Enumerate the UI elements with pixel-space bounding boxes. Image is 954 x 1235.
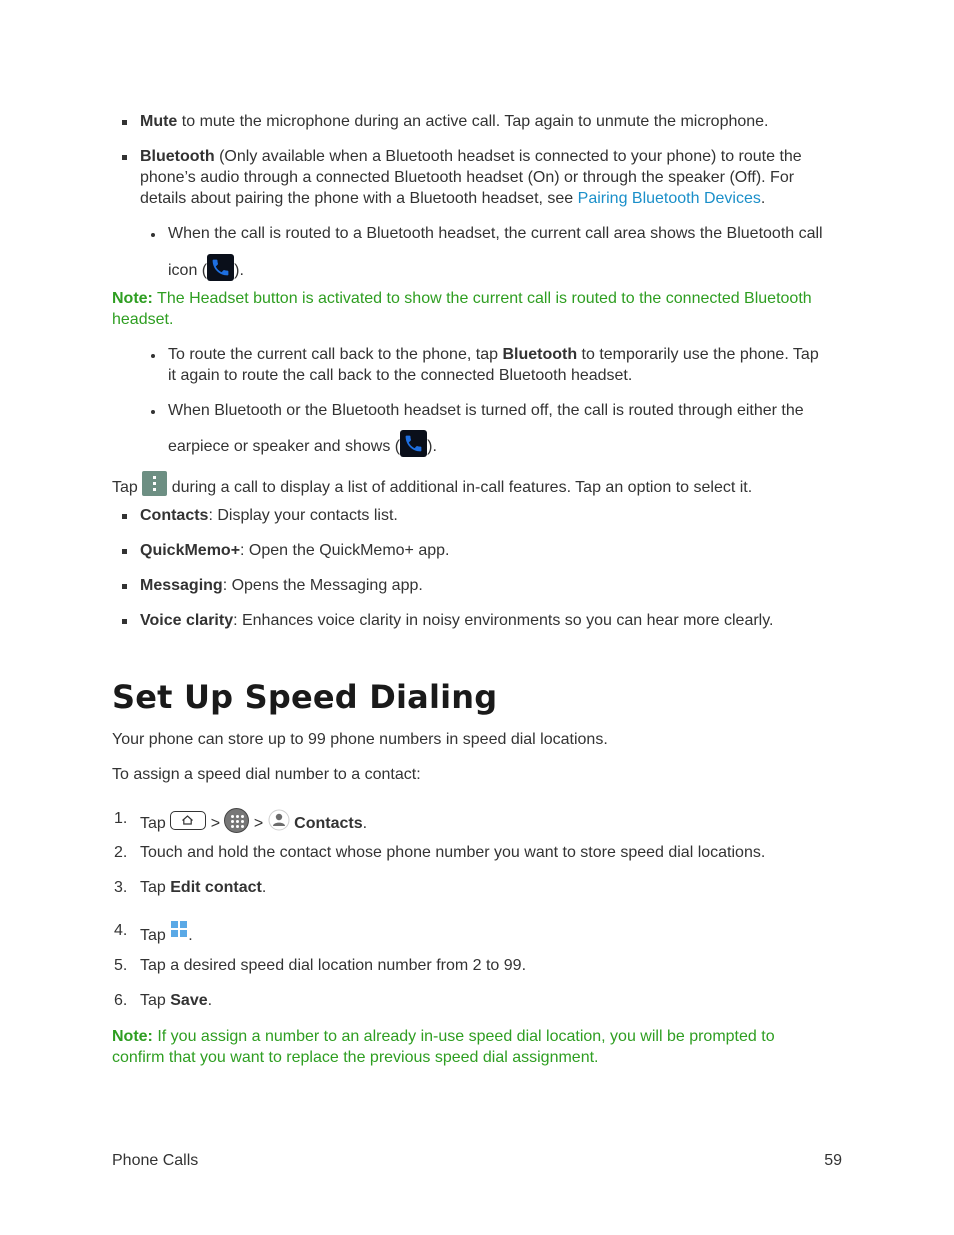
bluetooth-call-icon bbox=[207, 254, 234, 281]
contacts-app-icon bbox=[268, 809, 290, 831]
term-contacts: Contacts bbox=[294, 815, 363, 832]
step-number: 2. bbox=[114, 844, 128, 861]
bluetooth-off-line2-pre: earpiece or speaker and shows ( bbox=[168, 438, 401, 455]
term-bluetooth: Bluetooth bbox=[502, 346, 578, 363]
route-back-pre: To route the current call back to the phone, tap bbox=[168, 346, 503, 363]
step-text: Touch and hold the contact whose phone number you want to store speed dial locations. bbox=[140, 844, 766, 861]
step-number: 3. bbox=[114, 879, 128, 896]
route-back-post: to temporarily use the phone. Tap bbox=[577, 346, 819, 363]
term-mute: Mute bbox=[140, 113, 178, 130]
step-number: 4. bbox=[114, 922, 128, 939]
note-text-line1: The Headset button is activated to show the current call is routed to the connected Bluetooth bbox=[152, 290, 812, 307]
footer-page-number: 59 bbox=[824, 1152, 842, 1169]
step-number: 5. bbox=[114, 957, 128, 974]
feature-text: : Open the QuickMemo+ app. bbox=[240, 542, 450, 559]
pairing-bluetooth-devices-link[interactable]: Pairing Bluetooth Devices bbox=[577, 190, 761, 207]
section-title: Set Up Speed Dialing bbox=[112, 678, 498, 716]
round-bullet bbox=[151, 233, 155, 237]
period: . bbox=[207, 992, 213, 1009]
note-text-line2: confirm that you want to replace the previous speed dial assignment. bbox=[112, 1049, 599, 1066]
note-label: Note: bbox=[112, 290, 153, 307]
sub-bullet-line2-post: ). bbox=[234, 262, 244, 279]
feature-term: Contacts bbox=[140, 507, 209, 524]
period: . bbox=[261, 879, 267, 896]
step-text: Tap bbox=[140, 879, 171, 896]
bluetooth-off-line2-post: ). bbox=[427, 438, 437, 455]
menu-instruction-pre: Tap bbox=[112, 479, 143, 496]
mute-description: to mute the microphone during an active call. Tap again to unmute the microphone. bbox=[177, 113, 769, 130]
bluetooth-description-line1: (Only available when a Bluetooth headset is connected to your phone) to route the bbox=[214, 148, 802, 165]
note-label: Note: bbox=[112, 1028, 153, 1045]
term-edit-contact: Edit contact bbox=[170, 879, 262, 896]
route-back-line2: it again to route the call back to the connected Bluetooth headset. bbox=[168, 367, 633, 384]
square-bullet bbox=[122, 619, 127, 624]
apps-icon bbox=[224, 808, 249, 833]
sub-bullet-line2-pre: icon ( bbox=[168, 262, 208, 279]
section-intro: Your phone can store up to 99 phone numbers in speed dial locations. bbox=[112, 731, 608, 748]
term-save: Save bbox=[170, 992, 208, 1009]
round-bullet bbox=[151, 410, 155, 414]
sub-bullet-line1: When the call is routed to a Bluetooth headset, the current call area shows the Bluetooth call bbox=[168, 225, 823, 242]
menu-instruction bbox=[112, 471, 752, 498]
speed-dial-icon bbox=[170, 920, 188, 938]
period: . bbox=[362, 815, 368, 832]
call-icon bbox=[400, 430, 427, 457]
feature-text: : Opens the Messaging app. bbox=[222, 577, 423, 594]
square-bullet bbox=[122, 514, 127, 519]
menu-icon bbox=[142, 471, 167, 496]
term-bluetooth: Bluetooth bbox=[140, 148, 215, 165]
step-text: Tap a desired speed dial location number from 2 to 99. bbox=[140, 957, 527, 974]
menu-instruction-post: during a call to display a list of additional in-call features. Tap an option to select it. bbox=[167, 479, 753, 496]
step-number: 6. bbox=[114, 992, 128, 1009]
step-text: Tap bbox=[140, 815, 171, 832]
bluetooth-description-line2: phone’s audio through a connected Bluetooth headset (On) or through the speaker (Off). For bbox=[140, 169, 795, 186]
note-text-line2: headset. bbox=[112, 311, 174, 328]
bluetooth-description-line3: details about pairing the phone with a Bluetooth headset, see bbox=[140, 190, 578, 207]
footer-section-name: Phone Calls bbox=[112, 1152, 199, 1169]
round-bullet bbox=[151, 354, 155, 358]
square-bullet bbox=[122, 120, 127, 125]
square-bullet bbox=[122, 584, 127, 589]
feature-text: : Enhances voice clarity in noisy environments so you can hear more clearly. bbox=[233, 612, 774, 629]
note-text-line1: If you assign a number to an already in-use speed dial location, you will be prompted to bbox=[152, 1028, 775, 1045]
bluetooth-off-line1: When Bluetooth or the Bluetooth headset is turned off, the call is routed through either the bbox=[168, 402, 804, 419]
period: . bbox=[760, 190, 766, 207]
feature-text: : Display your contacts list. bbox=[208, 507, 398, 524]
separator: > bbox=[206, 815, 225, 832]
period: . bbox=[188, 927, 193, 944]
feature-term: Messaging bbox=[140, 577, 223, 594]
feature-term: QuickMemo+ bbox=[140, 542, 241, 559]
step-number: 1. bbox=[114, 810, 128, 827]
separator: > bbox=[249, 815, 268, 832]
home-key-icon bbox=[170, 811, 206, 830]
step-text: Tap bbox=[140, 927, 171, 944]
square-bullet bbox=[122, 549, 127, 554]
feature-term: Voice clarity bbox=[140, 612, 234, 629]
section-lead: To assign a speed dial number to a contact: bbox=[112, 766, 421, 783]
step-text: Tap bbox=[140, 992, 171, 1009]
square-bullet bbox=[122, 155, 127, 160]
